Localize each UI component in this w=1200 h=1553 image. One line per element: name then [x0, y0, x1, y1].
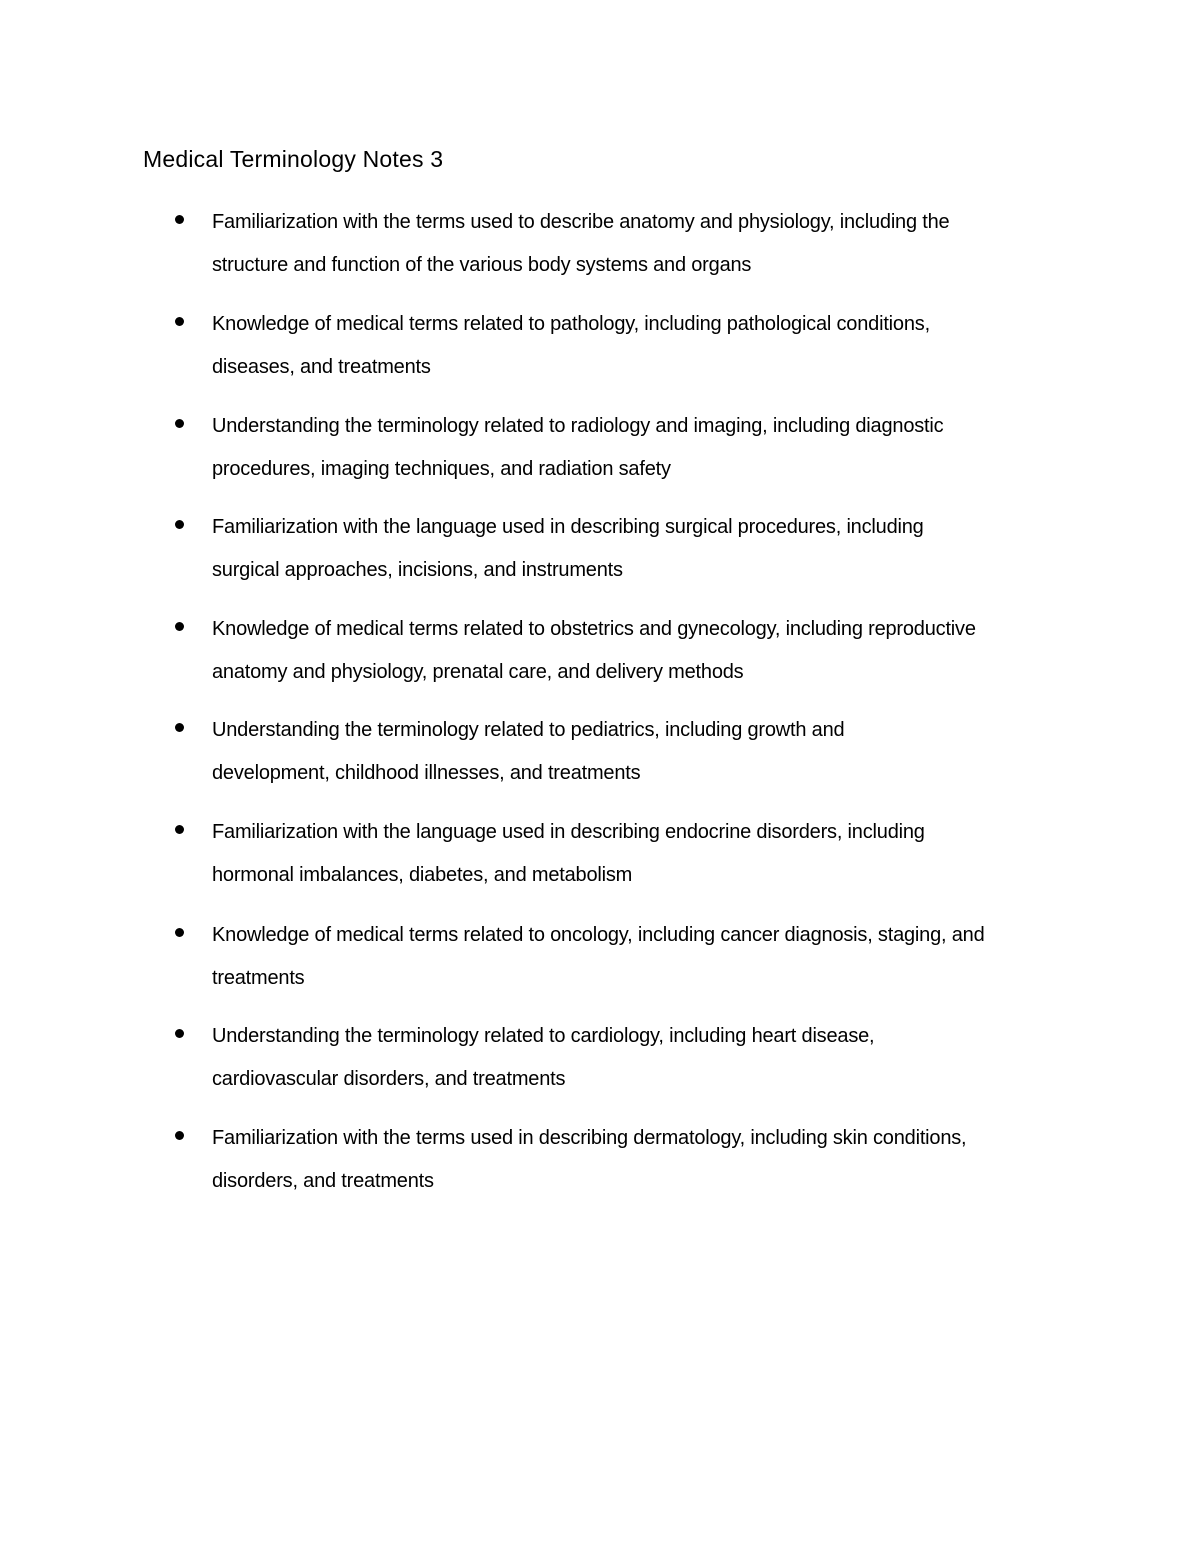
list-item-line: Familiarization with the language used in describing endocrine disorders, including — [212, 821, 925, 843]
bullet-icon — [175, 928, 184, 937]
list-item — [212, 914, 1112, 1000]
bullet-icon — [175, 1029, 184, 1038]
bullet-icon — [175, 723, 184, 732]
list-item-line: structure and function of the various body systems and organs — [212, 254, 752, 276]
list-item — [212, 811, 1112, 897]
list-item-line: diseases, and treatments — [212, 356, 431, 378]
list-item-line: Familiarization with the terms used in describing dermatology, including skin conditions, — [212, 1127, 967, 1149]
list-item — [212, 201, 1112, 287]
list-item-line: Familiarization with the terms used to describe anatomy and physiology, including the — [212, 211, 950, 233]
list-item — [212, 1015, 1112, 1101]
list-item — [212, 303, 1112, 389]
list-item — [212, 506, 1112, 592]
list-item-line: anatomy and physiology, prenatal care, and delivery methods — [212, 661, 744, 683]
list-item-line: hormonal imbalances, diabetes, and metabolism — [212, 864, 633, 886]
list-item — [212, 405, 1112, 491]
list-item-line: development, childhood illnesses, and treatments — [212, 762, 641, 784]
list-item — [212, 608, 1112, 694]
list-item-line: surgical approaches, incisions, and instruments — [212, 559, 623, 581]
list-item-line: Knowledge of medical terms related to pathology, including pathological conditions, — [212, 313, 930, 335]
list-item-line: Familiarization with the language used in describing surgical procedures, including — [212, 516, 924, 538]
list-item — [212, 709, 1112, 795]
bullet-icon — [175, 419, 184, 428]
list-item — [212, 1117, 1112, 1203]
list-item-line: Knowledge of medical terms related to obstetrics and gynecology, including reproductive — [212, 618, 976, 640]
list-item-line: disorders, and treatments — [212, 1170, 434, 1192]
list-item-line: Knowledge of medical terms related to oncology, including cancer diagnosis, staging, and — [212, 924, 985, 946]
list-item-line: treatments — [212, 967, 305, 989]
bullet-icon — [175, 1131, 184, 1140]
list-item-line: Understanding the terminology related to pediatrics, including growth and — [212, 719, 845, 741]
bullet-icon — [175, 825, 184, 834]
list-item-line: procedures, imaging techniques, and radiation safety — [212, 458, 671, 480]
list-item-line: Understanding the terminology related to radiology and imaging, including diagnostic — [212, 415, 944, 437]
list-item-line: cardiovascular disorders, and treatments — [212, 1068, 566, 1090]
document-title: Medical Terminology Notes 3 — [143, 146, 444, 172]
bullet-icon — [175, 520, 184, 529]
bullet-icon — [175, 622, 184, 631]
bullet-icon — [175, 317, 184, 326]
bullet-icon — [175, 215, 184, 224]
list-item-line: Understanding the terminology related to cardiology, including heart disease, — [212, 1025, 875, 1047]
